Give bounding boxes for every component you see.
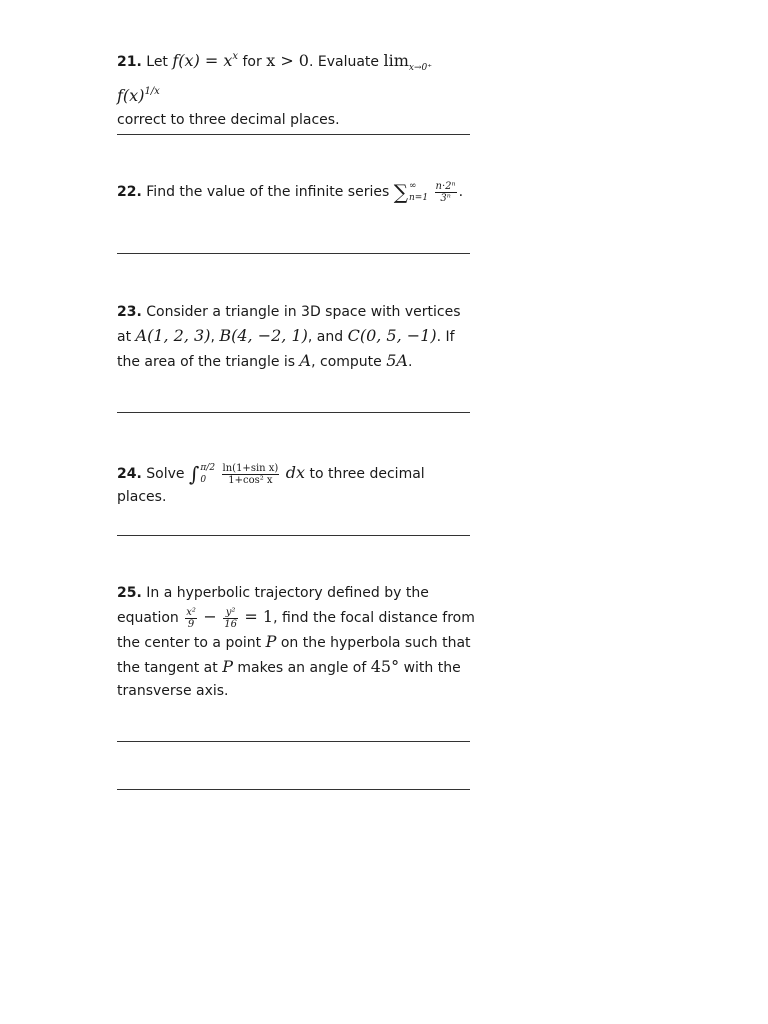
question-text: for [242, 54, 262, 70]
question-text: to three decimal places. [117, 466, 425, 505]
denominator: 16 [224, 618, 237, 630]
question-25 [117, 582, 477, 703]
question-number: 24. [117, 466, 142, 482]
math-expression: A [299, 351, 312, 370]
integral-lower: 0 [200, 475, 207, 485]
question-text: correct to three decimal places. [117, 112, 340, 128]
math-expression: x > 0 [266, 51, 309, 70]
math-expression: 5A [386, 351, 408, 370]
question-24 [117, 461, 477, 509]
question-number: 22. [117, 184, 142, 200]
question-text: Find the value of the infinite series [146, 184, 390, 200]
question-22 [117, 180, 477, 204]
math-expression: P [265, 632, 277, 651]
denominator: 9 [187, 618, 195, 630]
numerator: n·2ⁿ [435, 180, 456, 192]
question-text: . [458, 184, 464, 200]
math-superscript: x [232, 51, 239, 62]
numerator: x² [186, 606, 196, 618]
question-21 [117, 45, 477, 132]
math-expression: 45° [370, 657, 400, 676]
vertex-c: C(0, 5, −1) [347, 326, 437, 345]
math-expression: P [222, 657, 233, 676]
question-text: , find the focal distance from the center to a point [117, 610, 475, 651]
integral-upper: π/2 [200, 463, 216, 473]
question-23 [117, 301, 477, 374]
question-text: . [407, 354, 413, 370]
answer-line [117, 253, 470, 254]
question-text: , [210, 329, 215, 345]
answer-line [117, 741, 470, 742]
math-expression: f(x) = x [172, 51, 233, 70]
denominator: 1+cos² x [228, 474, 273, 486]
integral-icon: ∫ [188, 462, 200, 486]
question-text: , and [307, 329, 344, 345]
question-text: In a hyperbolic trajectory defined by the equation [117, 585, 429, 626]
vertex-a: A(1, 2, 3) [135, 326, 211, 345]
vertex-b: B(4, −2, 1) [219, 326, 308, 345]
math-expression: lim [383, 51, 409, 70]
answer-line [117, 134, 470, 135]
fraction [222, 463, 280, 486]
question-number: 25. [117, 585, 142, 601]
question-text: with the transverse axis. [117, 660, 461, 699]
fraction [185, 607, 197, 630]
integral-limits [200, 462, 215, 486]
math-expression: = 1 [244, 607, 274, 626]
question-text: , compute [311, 354, 382, 370]
question-number: 21. [117, 54, 142, 70]
answer-line [117, 535, 470, 536]
question-text: Let [146, 54, 168, 70]
numerator: y² [223, 607, 238, 619]
math-subscript: x→0⁺ [408, 63, 432, 73]
question-text: Consider a triangle in 3D space with vertices at [117, 304, 461, 345]
sum-upper: ∞ [408, 181, 417, 191]
math-operator: − [203, 607, 217, 626]
question-text: on the hyperbola such that the tangent at [117, 635, 471, 676]
sum-lower: n=1 [408, 193, 429, 203]
question-text: Solve [146, 466, 185, 482]
denominator: 3ⁿ [440, 192, 451, 204]
math-superscript: 1/x [144, 86, 160, 97]
question-text: . If the area of the triangle is [117, 329, 455, 370]
numerator: ln(1+sin x) [222, 462, 279, 474]
summation-icon: ∑ [393, 180, 408, 204]
answer-line [117, 789, 470, 790]
question-text: . Evaluate [308, 54, 380, 70]
math-expression: dx [285, 463, 306, 482]
answer-line [117, 412, 470, 413]
question-text: makes an angle of [237, 660, 367, 676]
fraction [223, 607, 238, 630]
sum-limits [409, 180, 428, 204]
math-expression: f(x) [117, 86, 145, 105]
question-number: 23. [117, 304, 142, 320]
fraction [435, 181, 457, 204]
